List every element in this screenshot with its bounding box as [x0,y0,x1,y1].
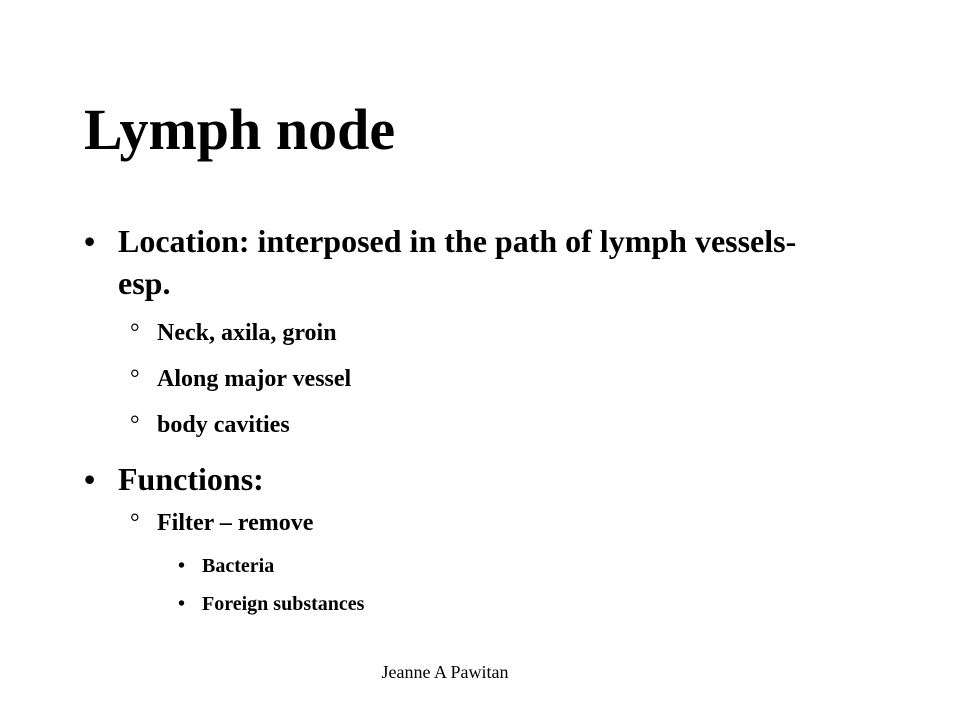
small-bullet-icon: • [178,593,186,615]
subsub-bullet-text: Bacteria [202,555,275,577]
sub-bullet-neck [130,318,337,348]
slide-title: Lymph node [84,97,396,162]
subsub-bullet-foreign [178,591,365,617]
bullet-dot-icon: • [84,461,96,497]
subsub-bullet-text: Foreign substances [202,593,365,615]
sub-bullet-vessel [130,364,352,394]
subsub-bullet-bacteria [178,553,275,579]
sub-bullet-text: Along major vessel [157,366,352,392]
sub-bullet-cavities [130,410,290,440]
degree-bullet-icon: ° [130,510,140,536]
degree-bullet-icon: ° [130,412,140,438]
degree-bullet-icon: ° [130,320,140,346]
bullet-location [84,220,838,304]
bullet-dot-icon: • [84,223,96,259]
bullet-text: Location: interposed in the path of lymph vessels-esp. [118,223,797,301]
sub-bullet-text: body cavities [157,412,290,438]
bullet-text: Functions: [118,461,264,497]
degree-bullet-icon: ° [130,366,140,392]
bullet-functions [84,458,838,500]
small-bullet-icon: • [178,555,186,577]
sub-bullet-text: Filter – remove [157,510,314,536]
slide-footer-author: Jeanne A Pawitan [381,662,509,682]
sub-bullet-filter [130,508,314,538]
sub-bullet-text: Neck, axila, groin [157,320,337,346]
